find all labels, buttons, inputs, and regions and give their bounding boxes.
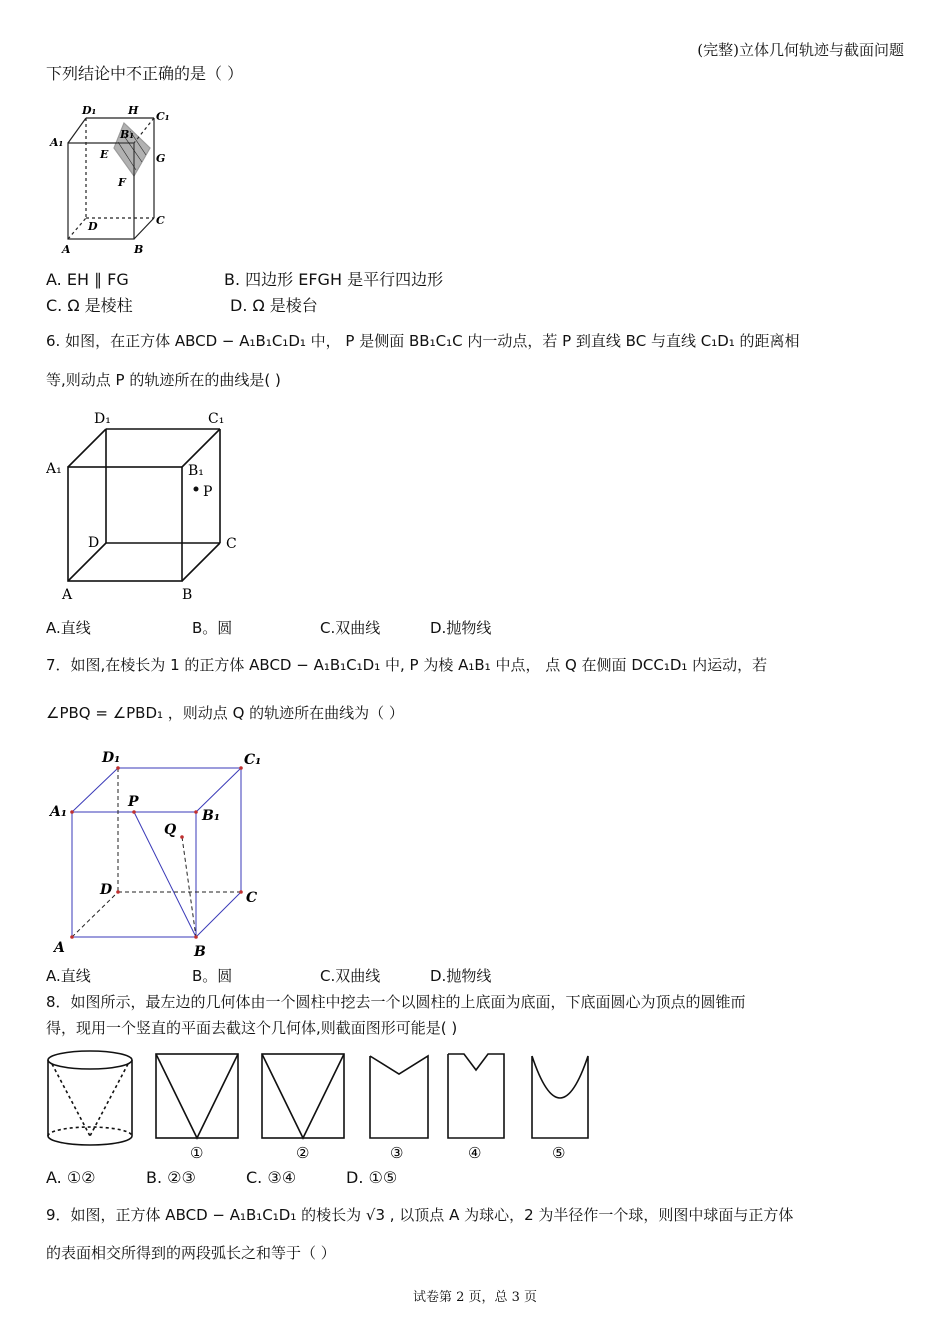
q6-option-B: B。圆 — [192, 619, 233, 637]
q6-label-D: D — [88, 535, 100, 551]
q8-section-4 — [448, 1054, 504, 1138]
q6-label-B1: B₁ — [188, 463, 204, 479]
q7-label-D: D — [100, 882, 113, 898]
q6-label-A1: A₁ — [46, 461, 62, 477]
q5-label-H: H — [128, 104, 139, 117]
q8-option-D: D. ①⑤ — [346, 1168, 398, 1187]
q9-stem-line2: 的表面相交所得到的两段弧长之和等于（ ） — [46, 1244, 336, 1262]
q5-label-A: A — [62, 243, 71, 256]
q8-label-5: ⑤ — [552, 1144, 566, 1162]
q7-option-C: C.双曲线 — [320, 967, 381, 985]
q8-label-3: ③ — [390, 1144, 404, 1162]
q5-label-B1: B₁ — [120, 128, 135, 141]
q6-label-B: B — [182, 587, 193, 603]
q7-figure — [46, 742, 276, 962]
q5-stem: 下列结论中不正确的是（ ） — [46, 64, 244, 83]
q5-option-B: B. 四边形 EFGH 是平行四边形 — [224, 270, 444, 289]
q6-stem-line1: 6. 如图，在正方体 ABCD − A₁B₁C₁D₁ 中， P 是侧面 BB₁C₁C 内一动点，若 P 到直线 BC 与直线 C₁D₁ 的距离相 — [46, 332, 800, 350]
q5-option-D: D. Ω 是棱台 — [230, 296, 318, 315]
page-footer: 试卷第 2 页，总 3 页 — [412, 1290, 538, 1305]
q7-label-A1: A₁ — [50, 804, 67, 820]
q9-stem-line1: 9．如图，正方体 ABCD − A₁B₁C₁D₁ 的棱长为 √3 , 以顶点 A 为球心，2 为半径作一个球，则图中球面与正方体 — [46, 1206, 794, 1224]
q5-label-E: E — [100, 148, 109, 161]
q7-option-A: A.直线 — [46, 967, 91, 985]
q8-stem-line2: 得，现用一个竖直的平面去截这个几何体,则截面图形可能是( ) — [46, 1019, 458, 1037]
q6-option-A: A.直线 — [46, 619, 91, 637]
q5-label-F: F — [118, 176, 126, 189]
q5-option-C: C. Ω 是棱柱 — [46, 296, 133, 315]
page-header-title: (完整)立体几何轨迹与截面问题 — [697, 41, 904, 59]
q8-stem-line1: 8．如图所示，最左边的几何体由一个圆柱中挖去一个以圆柱的上底面为底面，下底面圆心为顶点的圆锥而 — [46, 993, 746, 1011]
q8-section-5 — [532, 1056, 588, 1138]
q6-label-C: C — [226, 536, 237, 552]
q6-option-C: C.双曲线 — [320, 619, 381, 637]
q7-stem-line2: ∠PBQ = ∠PBD₁ ，则动点 Q 的轨迹所在曲线为（ ） — [46, 704, 404, 722]
q8-option-C: C. ③④ — [246, 1168, 297, 1187]
q6-option-D: D.抛物线 — [430, 619, 492, 637]
q7-label-C1: C₁ — [244, 752, 262, 768]
q5-label-B: B — [134, 243, 144, 256]
q7-option-D: D.抛物线 — [430, 967, 492, 985]
q6-label-A: A — [62, 587, 73, 603]
q8-figures — [44, 1048, 604, 1168]
q8-cylinder — [48, 1051, 132, 1145]
q6-label-P: P — [203, 484, 213, 500]
q7-label-P: P — [128, 794, 139, 810]
q6-label-C1: C₁ — [208, 411, 225, 427]
q6-figure — [46, 405, 256, 605]
q5-label-D: D — [88, 220, 98, 233]
q8-section-2 — [262, 1054, 344, 1138]
q5-label-C: C — [156, 214, 165, 227]
q7-label-B: B — [194, 944, 206, 960]
q8-option-B: B. ②③ — [146, 1168, 196, 1187]
q8-label-4: ④ — [468, 1144, 482, 1162]
q5-label-C1: C₁ — [156, 110, 170, 123]
q7-stem-line1: 7．如图,在棱长为 1 的正方体 ABCD − A₁B₁C₁D₁ 中, P 为棱 A₁B₁ 中点， 点 Q 在侧面 DCC₁D₁ 内运动，若 — [46, 656, 768, 674]
q7-label-A: A — [54, 940, 65, 956]
q6-stem-line2: 等,则动点 P 的轨迹所在的曲线是( ) — [46, 371, 281, 389]
q6-label-D1: D₁ — [94, 411, 111, 427]
q8-section-3 — [370, 1056, 428, 1138]
q8-option-A: A. ①② — [46, 1168, 96, 1187]
q6-point-P — [194, 487, 199, 492]
q7-label-C: C — [246, 890, 258, 906]
q7-option-B: B。圆 — [192, 967, 233, 985]
q7-label-B1: B₁ — [202, 808, 220, 824]
q5-label-G: G — [156, 152, 166, 165]
q7-label-Q: Q — [164, 822, 177, 838]
q5-label-A1: A₁ — [50, 136, 64, 149]
q5-label-D1: D₁ — [82, 104, 97, 117]
q5-option-A: A. EH ∥ FG — [46, 270, 129, 289]
q8-label-1: ① — [190, 1144, 204, 1162]
q8-label-2: ② — [296, 1144, 310, 1162]
q8-section-1 — [156, 1054, 238, 1138]
q7-label-D1: D₁ — [102, 750, 121, 766]
q5-figure — [46, 98, 176, 258]
